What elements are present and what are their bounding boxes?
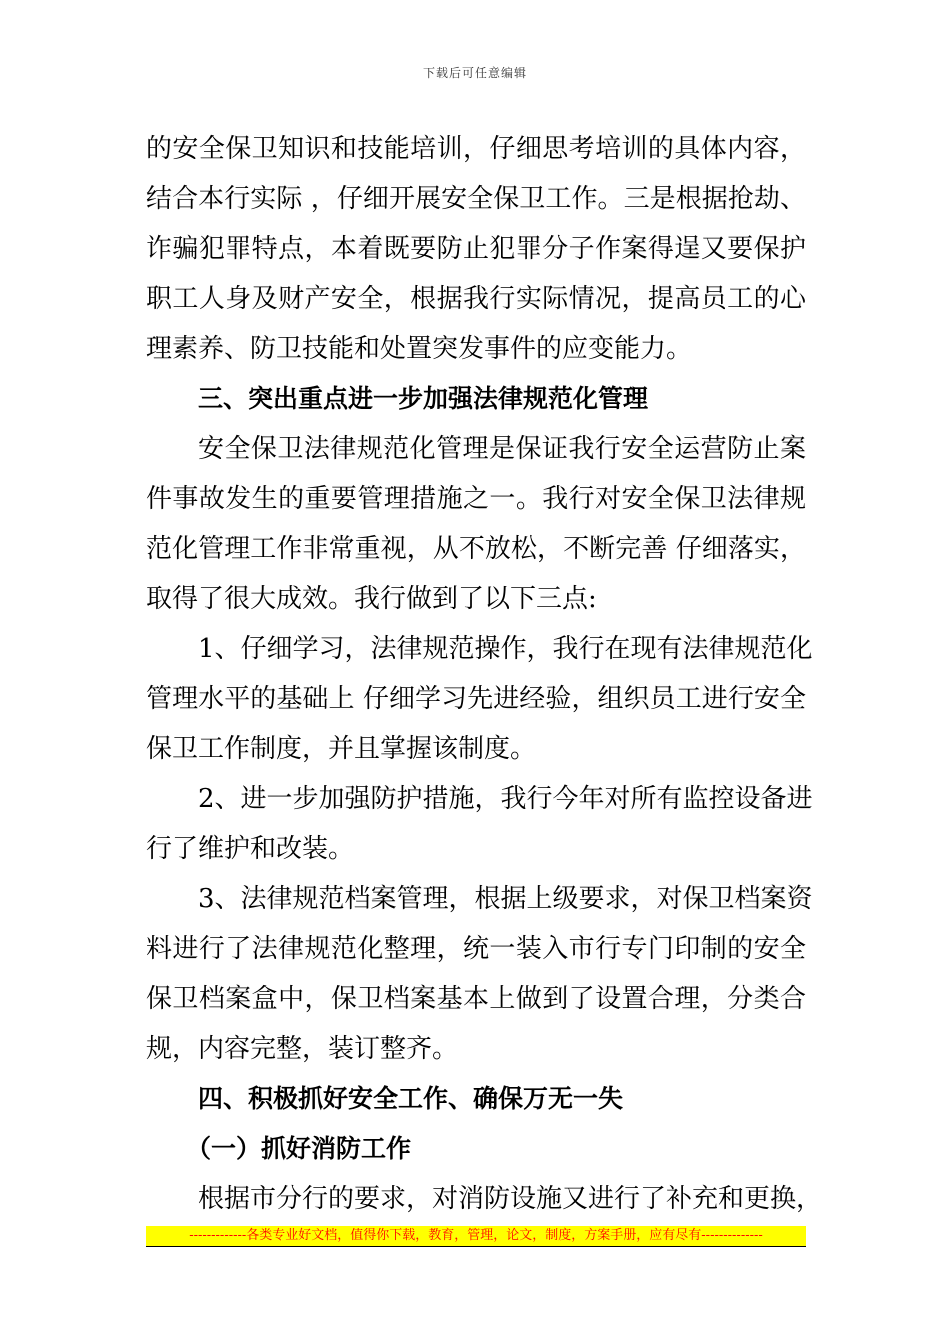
section-heading-3: 三、突出重点进一步加强法律规范化管理 [198, 384, 649, 413]
paragraph-line: 保卫档案盒中，保卫档案基本上做到了设置合理，分类合 [146, 984, 806, 1014]
paragraph-line: 料进行了法律规范化整理，统一装入市行专门印制的安全 [146, 934, 806, 964]
paragraph-line: 管理水平的基础上 仔细学习先进经验，组织员工进行安全 [146, 684, 806, 714]
paragraph-line: 行了维护和改装。 [146, 834, 355, 864]
header-note: 下载后可任意编辑 [422, 66, 527, 80]
footer-divider [146, 1246, 806, 1247]
list-item-3: 3、法律规范档案管理，根据上级要求，对保卫档案资 [198, 884, 813, 914]
paragraph-line: 保卫工作制度，并且掌握该制度。 [146, 734, 537, 764]
document-body [146, 124, 823, 1224]
paragraph-line: 职工人身及财产安全，根据我行实际情况，提高员工的心 [146, 284, 806, 314]
list-item-2: 2、进一步加强防护措施，我行今年对所有监控设备进 [198, 784, 813, 814]
paragraph-line: 规，内容完整，装订整齐。 [146, 1034, 459, 1064]
paragraph-line: 根据市分行的要求，对消防设施又进行了补充和更换， [198, 1184, 823, 1214]
section-heading-4: 四、积极抓好安全工作、确保万无一失 [198, 1084, 624, 1113]
subsection-heading: （一）抓好消防工作 [186, 1134, 412, 1163]
paragraph-line: 理素养、防卫技能和处置突发事件的应变能力。 [146, 334, 693, 364]
paragraph-line: 范化管理工作非常重视，从不放松，不断完善 仔细落实， [146, 534, 806, 564]
paragraph-line: 结合本行实际 ，仔细开展安全保卫工作。三是根据抢劫、 [146, 184, 806, 214]
footer-banner: -------------各类专业好文档，值得你下载，教育，管理，论文，制度，方案手册，应有尽有-------------- [146, 1226, 806, 1246]
paragraph-line: 取得了很大成效。我行做到了以下三点: [146, 584, 597, 614]
paragraph-line: 的安全保卫知识和技能培训，仔细思考培训的具体内容， [146, 134, 806, 164]
list-item-1: 1、仔细学习，法律规范操作，我行在现有法律规范化 [198, 634, 813, 664]
paragraph-line: 安全保卫法律规范化管理是保证我行安全运营防止案 [198, 434, 806, 464]
paragraph-line: 诈骗犯罪特点，本着既要防止犯罪分子作案得逞又要保护 [146, 234, 806, 264]
paragraph-line: 件事故发生的重要管理措施之一。我行对安全保卫法律规 [146, 484, 806, 514]
